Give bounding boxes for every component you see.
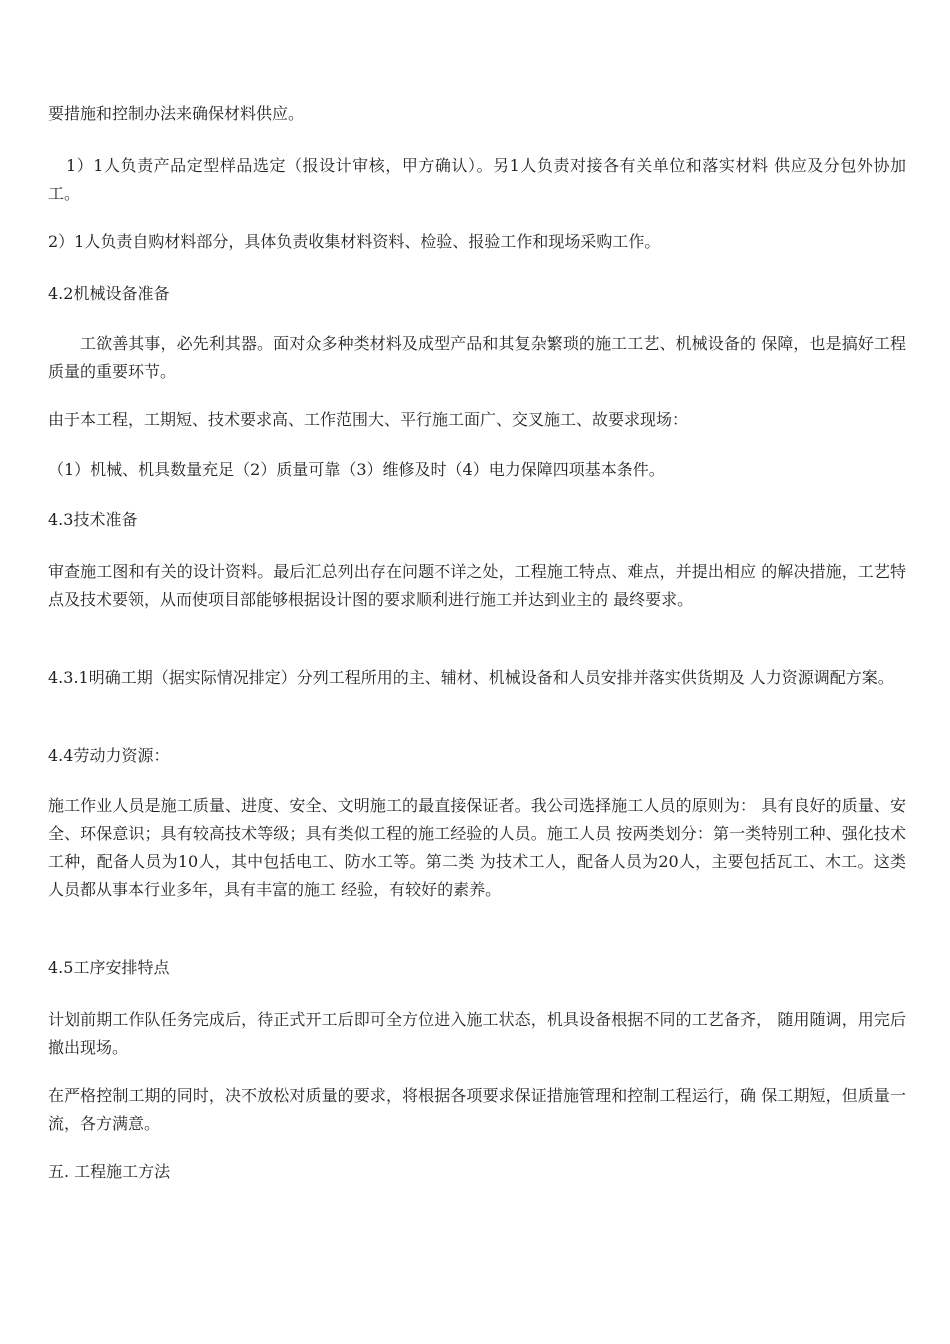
paragraph-item-1: 1）1人负责产品定型样品选定（报设计审核，甲方确认）。另1人负责对接各有关单位和落实材料 供应及分包外协加工。 (48, 156, 906, 203)
paragraph-quality-assurance: 在严格控制工期的同时，决不放松对质量的要求，将根据各项要求保证措施管理和控制工程运行，确 保工期短，但质量一流，各方满意。 (48, 1086, 906, 1133)
paragraph-site-requirements: 由于本工程，工期短、技术要求高、工作范围大、平行施工面广、交叉施工、故要求现场： (48, 410, 689, 429)
section-heading-4-3: 4.3技术准备 (48, 510, 138, 529)
paragraph-labor-resources: 施工作业人员是施工质量、进度、安全、文明施工的最直接保证者。我公司选择施工人员的原则为： 具有良好的质量、安全、环保意识；具有较高技术等级；具有类似工程的施工经验的人员。施工人员 按两类划分：第一类特别工种、强化技术工种，配备人员为10人，其中包括电工、防水工等。第二类 为技术工人，配备人员为20人，主要包括瓦工、木工。这类人员都从事本行业多年，具有丰富的施工 经验，有较好的素养。 (48, 796, 906, 899)
section-heading-5: 五. 工程施工方法 (48, 1162, 171, 1181)
paragraph-item-2: 2）1人负责自购材料部分，具体负责收集材料资料、检验、报验工作和现场采购工作。 (48, 232, 661, 251)
paragraph-material-supply-intro: 要措施和控制办法来确保材料供应。 (48, 104, 305, 123)
paragraph-4-3-1-schedule: 4.3.1明确工期（据实际情况排定）分列工程所用的主、辅材、机械设备和人员安排并落实供货期及 人力资源调配方案。 (48, 668, 894, 687)
paragraph-technical-review: 审查施工图和有关的设计资料。最后汇总列出存在问题不详之处，工程施工特点、难点，并提出相应 的解决措施，工艺特点及技术要领，从而使项目部能够根据设计图的要求顺利进行施工并达到业主的 最终要求。 (48, 562, 906, 609)
paragraph-process-arrangement: 计划前期工作队任务完成后，待正式开工后即可全方位进入施工状态，机具设备根据不同的工艺备齐， 随用随调，用完后撤出现场。 (48, 1010, 906, 1057)
paragraph-equipment-importance: 工欲善其事，必先利其器。面对众多种类材料及成型产品和其复杂繁琐的施工工艺、机械设备的 保障，也是搞好工程质量的重要环节。 (48, 334, 906, 381)
section-heading-4-2: 4.2机械设备准备 (48, 284, 170, 303)
section-heading-4-4: 4.4劳动力资源： (48, 746, 170, 765)
section-heading-4-5: 4.5工序安排特点 (48, 958, 170, 977)
paragraph-basic-conditions: （1）机械、机具数量充足（2）质量可靠（3）维修及时（4）电力保障四项基本条件。 (48, 460, 665, 479)
